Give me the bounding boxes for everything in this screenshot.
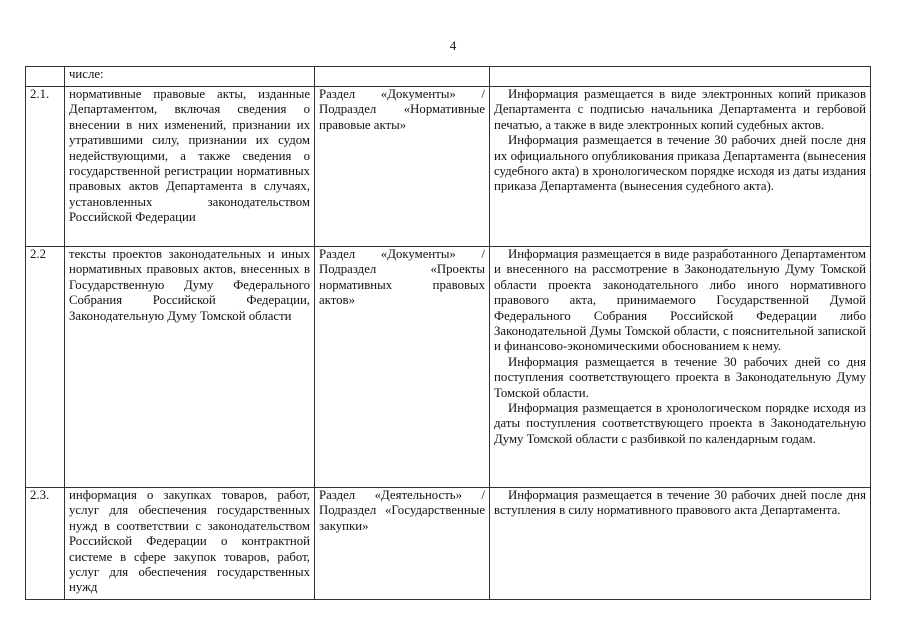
section-cell: Раздел «Деятельность» / Подраздел «Государственные закупки» (315, 488, 490, 600)
row-number-cell: 2.3. (26, 488, 65, 600)
table-row-continuation (26, 67, 871, 87)
content-cell: нормативные правовые акты, изданные Департаментом, включая сведения о внесении в них изменений, признании их утратившими силу, признании их судом недействующими, а также сведения о государственной регистрации нормативных правовых актов Департамента в случаях, установленных законодательством Российской Федерации (65, 87, 315, 247)
info-cell (490, 67, 871, 87)
content-cell: тексты проектов законодательных и иных нормативных правовых актов, внесенных в Государственную Думу Федерального Собрания Российской Федерации, Законодательную Думу Томской области (65, 247, 315, 488)
row-number-cell: 2.2 (26, 247, 65, 488)
section-cell (315, 67, 490, 87)
info-paragraph: Информация размещается в виде разработанного Департаментом и внесенного на рассмотрение в Законодательную Думу Томской области проекта законодательного либо иного нормативного правового акта, принимаемого Государственной Думой Федерального Собрания Российской Федерации либо Законодательной Думы Томской области, с пояснительной запиской и финансово-экономическими обоснованием к нему. (494, 247, 866, 354)
info-paragraph: Информация размещается в виде электронных копий приказов Департамента с подписью начальника Департамента и гербовой печатью, а также в виде электронных копий судебных актов. (494, 87, 866, 132)
info-paragraph: Информация размещается в течение 30 рабочих дней со дня поступления соответствующего проекта в Законодательную Думу Томской области. (494, 354, 866, 400)
info-paragraph: Информация размещается в течение 30 рабочих дней после дня вступления в силу нормативного правового акта Департамента. (494, 488, 866, 518)
info-paragraph: Информация размещается в течение 30 рабочих дней после дня их официального опубликования приказа Департамента (вынесения судебного акта) в хронологическом порядке исходя из даты издания приказа Департамента (вынесения судебного акта). (494, 133, 866, 194)
content-cell: числе: (65, 67, 315, 87)
info-cell (490, 247, 871, 488)
info-paragraph: Информация размещается в хронологическом порядке исходя из даты поступления соответствующего проекта в Законодательную Думу Томской области с разбивкой по календарным годам. (494, 401, 866, 446)
table-row (26, 87, 871, 247)
row-number-cell (26, 67, 65, 87)
page-number: 4 (449, 38, 457, 53)
info-cell (490, 87, 871, 247)
section-cell: Раздел «Документы» / Подраздел «Проекты нормативных правовых актов» (315, 247, 490, 488)
content-cell: информация о закупках товаров, работ, услуг для обеспечения государственных нужд в соответствии с законодательством Российской Федерации о контрактной системе в сфере закупок товаров, работ, услуг для обеспечения государственных нужд (65, 488, 315, 600)
row-number-cell: 2.1. (26, 87, 65, 247)
table-row (26, 247, 871, 488)
info-table (25, 66, 871, 600)
info-cell (490, 488, 871, 600)
section-cell: Раздел «Документы» / Подраздел «Нормативные правовые акты» (315, 87, 490, 247)
table-row (26, 488, 871, 600)
